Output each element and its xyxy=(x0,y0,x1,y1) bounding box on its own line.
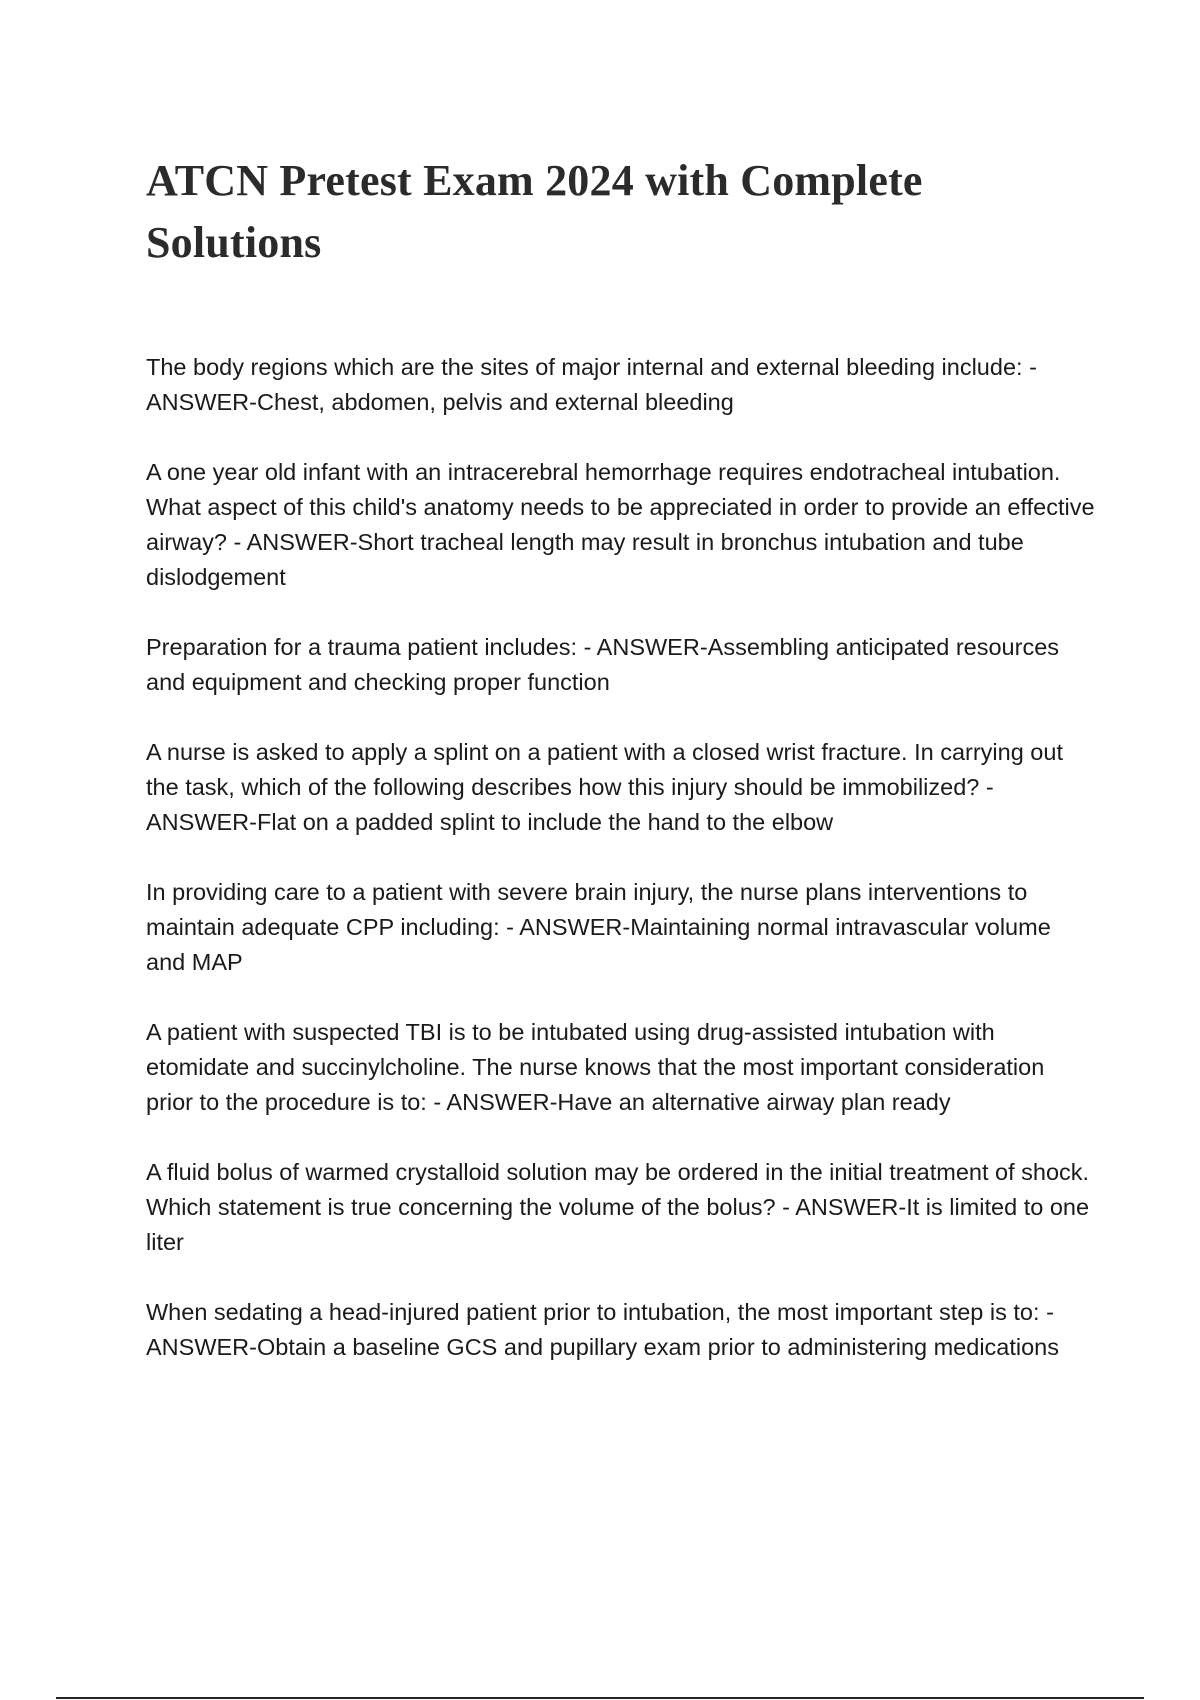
qa-item xyxy=(146,1295,1096,1365)
answer-text: It is limited to one liter xyxy=(146,1194,1090,1255)
question-text: A fluid bolus of warmed crystalloid solution may be ordered in the initial treatment of shock. Which statement is true concerning the volume of the bolus? xyxy=(146,1159,1090,1220)
answer-marker: - ANSWER- xyxy=(233,529,358,555)
question-text: The body regions which are the sites of major internal and external bleeding include: xyxy=(146,354,1023,380)
answer-marker: - ANSWER- xyxy=(146,774,994,835)
answer-text: Flat on a padded splint to include the hand to the elbow xyxy=(256,809,834,835)
answer-marker: - ANSWER- xyxy=(782,1194,907,1220)
qa-item xyxy=(146,875,1096,980)
footer-divider xyxy=(56,1697,1144,1699)
answer-marker: - ANSWER- xyxy=(146,354,1037,415)
answer-text: Obtain a baseline GCS and pupillary exam prior to administering medications xyxy=(256,1334,1060,1360)
answer-marker: - ANSWER- xyxy=(583,634,708,660)
qa-item xyxy=(146,350,1096,420)
answer-text: Have an alternative airway plan ready xyxy=(557,1089,951,1115)
qa-list xyxy=(146,350,1096,1365)
question-text: In providing care to a patient with severe brain injury, the nurse plans interventions to maintain adequate CPP including: xyxy=(146,879,1028,940)
question-text: A nurse is asked to apply a splint on a patient with a closed wrist fracture. In carrying out the task, which of the following describes how this injury should be immobilized? xyxy=(146,739,1063,800)
answer-text: Short tracheal length may result in bronchus intubation and tube dislodgement xyxy=(146,529,1024,590)
answer-marker: - ANSWER- xyxy=(146,1299,1054,1360)
answer-text: Maintaining normal intravascular volume and MAP xyxy=(146,914,1051,975)
qa-item xyxy=(146,1015,1096,1120)
question-text: A patient with suspected TBI is to be intubated using drug-assisted intubation with etomidate and succinylcholine. The nurse knows that the most important consideration prior to the procedure is to: xyxy=(146,1019,1045,1115)
question-text: When sedating a head-injured patient prior to intubation, the most important step is to: xyxy=(146,1299,1040,1325)
answer-marker: - ANSWER- xyxy=(506,914,631,940)
qa-item xyxy=(146,735,1096,840)
qa-item xyxy=(146,630,1096,700)
document-title: ATCN Pretest Exam 2024 with Complete Solutions xyxy=(146,156,923,267)
answer-text: Assembling anticipated resources and equipment and checking proper function xyxy=(146,634,1060,695)
answer-text: Chest, abdomen, pelvis and external bleeding xyxy=(256,389,734,415)
document-page xyxy=(146,150,1096,1400)
answer-marker: - ANSWER- xyxy=(433,1089,558,1115)
qa-item xyxy=(146,455,1096,595)
question-text: A one year old infant with an intracerebral hemorrhage requires endotracheal intubation. What aspect of this child's anatomy needs to be appreciated in order to provide an effective airway? xyxy=(146,459,1095,555)
question-text: Preparation for a trauma patient includes: xyxy=(146,634,578,660)
qa-item xyxy=(146,1155,1096,1260)
